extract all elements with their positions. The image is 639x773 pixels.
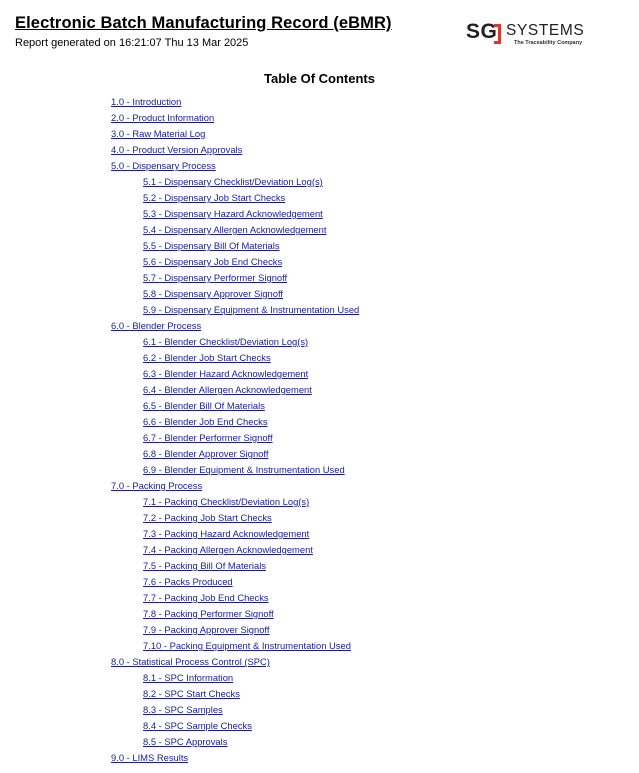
toc-heading: Table Of Contents: [264, 71, 375, 86]
toc-entry: [143, 256, 282, 268]
toc-entry: [143, 176, 323, 188]
company-logo: [466, 20, 596, 50]
toc-entry: [143, 560, 266, 572]
toc-link[interactable]: 7.8 - Packing Performer Signoff: [143, 608, 274, 619]
toc-link[interactable]: 6.0 - Blender Process: [111, 320, 202, 331]
toc-link[interactable]: 2.0 - Product Information: [111, 112, 215, 123]
toc-entry: [143, 304, 359, 316]
logo-name: SYSTEMS: [506, 22, 585, 39]
toc-link[interactable]: 7.4 - Packing Allergen Acknowledgement: [143, 544, 313, 555]
toc-link[interactable]: 7.2 - Packing Job Start Checks: [143, 512, 272, 523]
toc-entry: [143, 512, 272, 524]
report-title: Electronic Batch Manufacturing Record (eBMR): [15, 14, 392, 32]
toc-link[interactable]: 1.0 - Introduction: [111, 96, 182, 107]
toc-entry: [143, 224, 326, 236]
toc-entry: [111, 112, 214, 124]
toc-link[interactable]: 5.9 - Dispensary Equipment & Instrumentation Used: [143, 304, 360, 315]
toc-entry: [143, 448, 268, 460]
toc-entry: [111, 656, 270, 668]
toc-entry: [111, 128, 205, 140]
toc-link[interactable]: 7.1 - Packing Checklist/Deviation Log(s): [143, 496, 310, 507]
toc-link[interactable]: 6.4 - Blender Allergen Acknowledgement: [143, 384, 312, 395]
toc-link[interactable]: 9.0 - LIMS Results: [111, 752, 189, 763]
toc-link[interactable]: 7.0 - Packing Process: [111, 480, 203, 491]
toc-link[interactable]: 8.1 - SPC Information: [143, 672, 234, 683]
toc-entry: [111, 480, 202, 492]
toc-entry: [111, 144, 242, 156]
toc-link[interactable]: 3.0 - Raw Material Log: [111, 128, 206, 139]
toc-entry: [111, 752, 188, 764]
toc-entry: [143, 208, 323, 220]
toc-entry: [143, 720, 252, 732]
toc-link[interactable]: 6.6 - Blender Job End Checks: [143, 416, 268, 427]
toc-entry: [143, 192, 285, 204]
logo-tagline: The Traceability Company: [514, 40, 583, 46]
toc-link[interactable]: 5.6 - Dispensary Job End Checks: [143, 256, 283, 267]
toc-link[interactable]: 5.7 - Dispensary Performer Signoff: [143, 272, 288, 283]
toc-entry: [111, 160, 216, 172]
toc-entry: [143, 592, 269, 604]
toc-link[interactable]: 5.3 - Dispensary Hazard Acknowledgement: [143, 208, 323, 219]
toc-link[interactable]: 8.4 - SPC Sample Checks: [143, 720, 252, 731]
toc-entry: [143, 544, 313, 556]
toc-link[interactable]: 4.0 - Product Version Approvals: [111, 144, 243, 155]
toc-entry: [143, 736, 227, 748]
toc-entry: [143, 528, 309, 540]
toc-link[interactable]: 8.5 - SPC Approvals: [143, 736, 228, 747]
toc-link[interactable]: 7.10 - Packing Equipment & Instrumentation Used: [143, 640, 351, 651]
toc-link[interactable]: 6.3 - Blender Hazard Acknowledgement: [143, 368, 309, 379]
toc-entry: [143, 288, 283, 300]
toc-link[interactable]: 7.5 - Packing Bill Of Materials: [143, 560, 266, 571]
toc-link[interactable]: 5.8 - Dispensary Approver Signoff: [143, 288, 284, 299]
toc-link[interactable]: 7.9 - Packing Approver Signoff: [143, 624, 270, 635]
toc-link[interactable]: 5.5 - Dispensary Bill Of Materials: [143, 240, 280, 251]
toc-entry: [143, 464, 345, 476]
toc-link[interactable]: 5.0 - Dispensary Process: [111, 160, 216, 171]
toc-link[interactable]: 5.4 - Dispensary Allergen Acknowledgement: [143, 224, 327, 235]
toc-entry: [143, 432, 273, 444]
toc-entry: [143, 416, 268, 428]
toc-link[interactable]: 8.0 - Statistical Process Control (SPC): [111, 656, 270, 667]
toc-link[interactable]: 6.2 - Blender Job Start Checks: [143, 352, 271, 363]
toc-entry: [143, 608, 274, 620]
toc-entry: [143, 688, 240, 700]
toc-link[interactable]: 5.2 - Dispensary Job Start Checks: [143, 192, 286, 203]
toc-entry: [143, 384, 312, 396]
toc-entry: [143, 352, 271, 364]
toc-entry: [143, 640, 351, 652]
toc-link[interactable]: 5.1 - Dispensary Checklist/Deviation Log(s): [143, 176, 323, 187]
report-generated-timestamp: Report generated on 16:21:07 Thu 13 Mar 2025: [15, 37, 249, 49]
toc-entry: [143, 576, 233, 588]
toc-entry: [143, 704, 223, 716]
toc-link[interactable]: 8.3 - SPC Samples: [143, 704, 223, 715]
toc-entry: [143, 336, 308, 348]
toc-entry: [143, 400, 265, 412]
toc-link[interactable]: 6.8 - Blender Approver Signoff: [143, 448, 269, 459]
toc-entry: [143, 624, 269, 636]
toc-entry: [143, 672, 233, 684]
toc-link[interactable]: 6.5 - Blender Bill Of Materials: [143, 400, 265, 411]
toc-link[interactable]: 7.7 - Packing Job End Checks: [143, 592, 269, 603]
toc-link[interactable]: 6.1 - Blender Checklist/Deviation Log(s): [143, 336, 309, 347]
toc-entry: [143, 368, 308, 380]
logo-mark: SG: [466, 20, 498, 43]
toc-entry: [143, 496, 309, 508]
toc-link[interactable]: 6.9 - Blender Equipment & Instrumentation Used: [143, 464, 345, 475]
toc-link[interactable]: 7.6 - Packs Produced: [143, 576, 233, 587]
toc-link[interactable]: 6.7 - Blender Performer Signoff: [143, 432, 273, 443]
toc-entry: [111, 320, 201, 332]
toc-entry: [143, 272, 287, 284]
toc-link[interactable]: 7.3 - Packing Hazard Acknowledgement: [143, 528, 310, 539]
toc-link[interactable]: 8.2 - SPC Start Checks: [143, 688, 240, 699]
logo-bracket-icon: [494, 24, 501, 44]
toc-entry: [143, 240, 280, 252]
toc-entry: [111, 96, 181, 108]
